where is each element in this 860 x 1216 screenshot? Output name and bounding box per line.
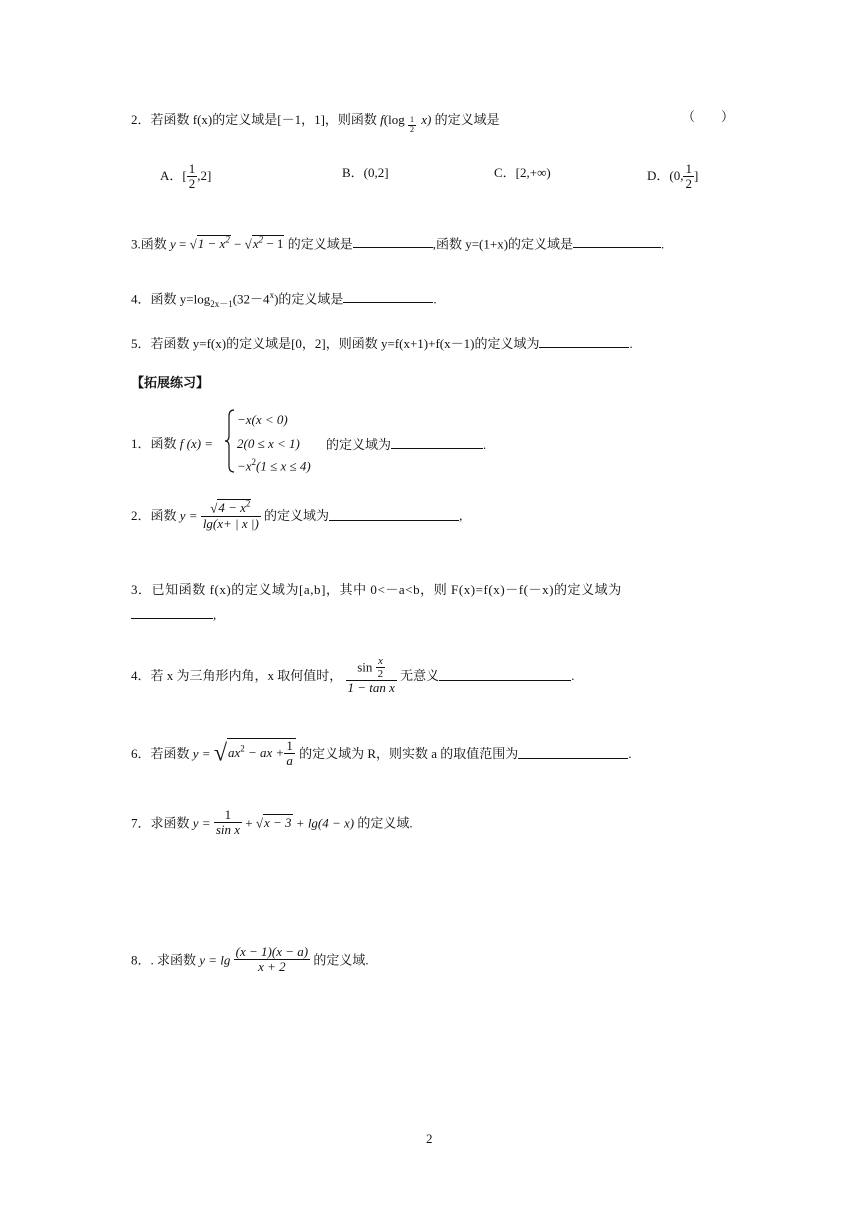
extension-7: 7．求函数 y = $\frac{1}{\text{sin x}}$ + √x − 3 + lg(4 − x) 的定义域.: [131, 807, 413, 838]
extension-6: 6．若函数 $y = √ax^2$ − ax + $\frac{1}{a}$ 的定义域为 R，则实数 a 的取值范围为 .: [131, 738, 632, 769]
problem-2-arg: x): [421, 112, 432, 127]
answer-blank[interactable]: [573, 236, 661, 248]
option-a: A．[ $\frac{1}{2}$ ,2]: [160, 161, 212, 192]
problem-2-tail: 的定义域是: [434, 112, 500, 127]
answer-blank[interactable]: [343, 291, 433, 303]
section-heading: 【拓展练习】: [131, 376, 210, 391]
piecewise-case-1: −x(x < 0): [237, 412, 288, 427]
option-c: C．[2,+∞): [494, 165, 551, 180]
extension-3-line-2: ,: [131, 607, 216, 621]
answer-blank[interactable]: [539, 336, 629, 348]
piecewise-case-3: $-x^2(1 \le x \le 4)$: [237, 457, 311, 474]
problem-2-sub-den: 2: [409, 124, 414, 134]
answer-blank[interactable]: [131, 607, 213, 619]
problem-2-stem: 2．若函数 f(x)的定义域是[－1，1]，则函数: [131, 112, 377, 127]
problem-2: [131, 110, 500, 134]
extension-1-tail: 的定义域为 .: [326, 437, 487, 452]
piecewise-brace: [224, 408, 236, 476]
answer-blank[interactable]: [329, 509, 459, 521]
answer-blank[interactable]: [439, 669, 571, 681]
page-number: 2: [426, 1131, 433, 1146]
problem-2-func: f: [380, 112, 384, 127]
problem-4: 4．函数 $y=\log_{2x-1}(32-4^x)$的定义域是 .: [131, 290, 437, 309]
answer-bracket: （ ）: [682, 109, 735, 124]
piecewise-case-2: 2(0 ≤ x < 1): [237, 436, 300, 451]
problem-5: 5．若函数 y=f(x)的定义域是[0，2]，则函数 y=f(x+1)+f(x－1)的定义域为 .: [131, 336, 633, 351]
answer-blank[interactable]: [391, 437, 483, 449]
extension-1: 1．函数 f (x) =: [131, 436, 214, 451]
extension-2: 2．函数 y = $\frac{√4 - x^2}{\lg(x+ | x |)}$ 的定义域为 ,: [131, 499, 463, 531]
extension-4: 4．若 x 为三角形内角，x 取何值时， sin $\frac{x}{2}$ 1 − tan x 无意义 .: [131, 655, 575, 696]
extension-8: 8．. 求函数 y = lg $\frac{(x - 1)(x - a)}{x + 2}$ 的定义域.: [131, 944, 369, 975]
answer-blank[interactable]: [353, 236, 433, 248]
problem-3: 3.函数 $y = √1 - x^2 - √x^2 - 1$ 的定义域是 ,函数 y=(1+x)的定义域是 .: [131, 235, 665, 252]
option-b: B．(0,2]: [342, 165, 389, 180]
option-d: D．(0, $\frac{1}{2}$ ]: [647, 161, 699, 192]
extension-3: 3．已知函数 f(x)的定义域为[a,b]，其中 0<－a<b，则 F(x)=f(x)－f(－x)的定义域为: [131, 582, 622, 597]
problem-2-log: (log: [383, 112, 405, 127]
problem-2-sub-num: 1: [409, 115, 414, 124]
answer-blank[interactable]: [518, 747, 628, 759]
